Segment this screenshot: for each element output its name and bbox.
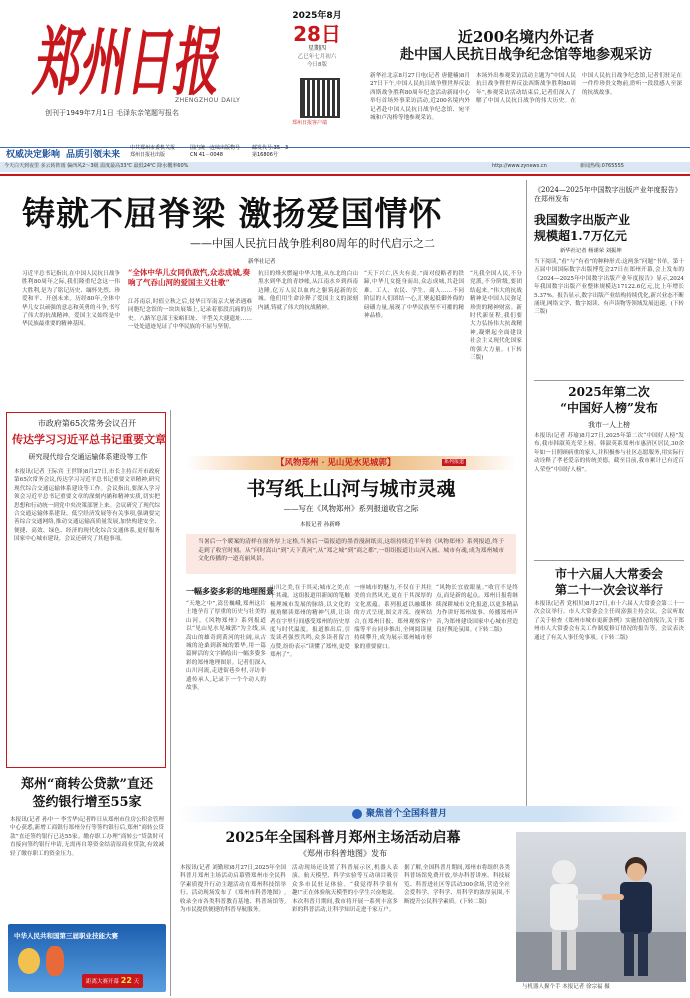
qr-caption: 郑州日报客户端: [292, 120, 328, 126]
ad-countdown-label: 距离大赛开幕: [86, 979, 120, 985]
bottom-headline[interactable]: 2025年全国科普月郑州主场活动启幕: [225, 830, 461, 846]
left-title-b2[interactable]: 签约银行增至55家: [32, 795, 142, 810]
right-divider-2: [534, 560, 684, 561]
left-kicker: 市政府第65次常务会议召开: [37, 419, 137, 428]
feature-col-2: 山川之美,在于其灵;城市之美,在于其魂。这组报道用新闻的笔触梳理城市发展的脉络,以文化的视角解读郑州的精神气质,让读者在字里行间感受郑州的历史厚度与时代温度。报道推出后,引发读者强烈共鸣,众多读者留言点赞,纷纷表示“读懂了郑州,更爱郑州了”。: [270, 585, 350, 659]
left-title-1[interactable]: 传达学习习近平总书记重要文章: [12, 433, 166, 446]
top-story-title-2[interactable]: 赴中国人民抗日战争纪念馆等地参观采访: [400, 46, 652, 63]
newspaper-logo[interactable]: [30, 10, 220, 102]
postal-code: 邮发代号:35－3: [252, 145, 289, 151]
bottom-tag: 聚焦首个全国科普月: [366, 809, 448, 819]
photo-scene-icon: [516, 832, 686, 982]
weather-text: 今天白天到夜里 多云转阵雨 偏西风2～3级 温度最高33℃ 最低24℃ 降水概率60%: [4, 163, 189, 169]
right-story-2-sub: 我市一人上榜: [588, 421, 630, 429]
feature-tag-sub: 系列报道: [444, 459, 465, 465]
left-body: 本报讯(记者 王际宾 王世锋)8月27日,市长主持召开市政府第65次常务会议,传达学习习近平总书记重要文章精神,研究现代综合交通运输体系建设等工作。会议指出,要深入学习领会习近平总书记重要文章的深刻内涵和精神实质,切实把思想和行动统一到党中央决策部署上来。会议研究了现代综合交通运输体系建设、低空经济发展等有关事项,强调要完善综合交通网络,推动交通运输高质量发展,加快构建安全、便捷、高效、绿色、经济的现代化综合交通体系,更好服务国家中心城市建设。会议还研究了其他事项。: [14, 469, 160, 543]
right-story-2-title-2[interactable]: “中国好人榜”发布: [560, 401, 658, 415]
news-hotline: 新闻热线:0765555: [580, 163, 624, 169]
ad-mascot-icon: [18, 948, 40, 974]
feature-col-3: 一座城市的魅力,不仅在于其壮美的自然风光,更在于其深厚的文化底蕴。系列报道以融媒体的方式呈现,图文并茂、视听结合,在郑州日报、郑州观察客户端等平台同步推出,全网阅读量持续攀升,成为展示郑州城市形象的重要窗口。: [354, 585, 432, 650]
org-2: 郑州日报社出版: [130, 152, 166, 158]
top-story-body: 本场外出参观采访活动主题为“中国人民抗日战争暨世界反法西斯战争胜利80周年”,参观采访活动结束后,记者们深入了解了中国人民抗日战争的伟大历史。在中国人民抗日战争纪念馆,记者们驻足在一件件珍贵文物前,聆听一段段感人至深的抗战故事。: [476, 73, 682, 105]
weather-strip: [0, 162, 690, 172]
ad-figure-icon: [46, 946, 64, 976]
main-subhead: ——中国人民抗日战争胜利80周年的时代启示之二: [190, 237, 435, 250]
issn-label: 国内统一连续出版物号: [190, 145, 241, 151]
org-1: 中共郑州市委机关报: [130, 145, 176, 151]
right-story-1-title-2[interactable]: 规模超1.7万亿元: [534, 229, 627, 243]
website-link[interactable]: http://www.zynews.cn: [492, 163, 547, 169]
right-story-1-body: 当下阅读,“看”与“有看”的种种形式:这两条“问题”书单。第十五届中国国际数字出版博览会27日在郑州开幕,会上发布的《2024—2025年中国数字出版产业年度报告》显示,2024年我国数字出版产业整体规模达17122.6亿元,比上年增长5.37%。报告显示,数字出版产业结构持续优化,新兴业态不断涌现,网络文学、数字阅读、有声读物等领域发展迅速。(下转三版): [534, 259, 684, 316]
feature-col-4: “风物长宜放眼量。”收官不是终点,而是新的起点。郑州日报将继续深耕城市文化报道,以更多精品力作讲好郑州故事、传播郑州声音,为郑州建设国家中心城市营造良好舆论氛围。(下转二版): [436, 585, 518, 633]
founding-note: 创刊于1949年7月1日 毛泽东亲笔题写报名: [45, 109, 179, 117]
bottom-subhead: 《郑州市科普地图》发布: [299, 849, 387, 858]
robot-handshake-photo[interactable]: [516, 832, 686, 982]
cn-number: CN 41－0048: [190, 152, 223, 158]
main-quote: “全体中华儿女同仇敌忾,众志成城,奏响了气吞山河的爱国主义壮歌”: [128, 268, 251, 288]
right-story-1-title-1[interactable]: 我国数字出版产业: [534, 213, 631, 227]
top-story-lead: 新华社北京8月27日电(记者 唐健楠)8月27日下午,中国人民抗日战争暨世界反法西斯战争胜利80周年纪念活动新闻中心举行首场外事采访活动,近200名境内外记者赴中国人民抗日战争纪念馆、宛平城和卢沟桥等地参观采访。: [370, 73, 470, 121]
slogan-2: 品质引领未来: [66, 150, 121, 160]
date-block: [278, 10, 356, 70]
main-col-3: 抗日的烽火燃遍中华大地,从东北的白山黑水到华北的青纱帐,从江南水乡到西南边陲,亿万人民以血肉之躯筑起新的长城。他们用生命诠释了爱国主义的深刻内涵,铸就了伟大的抗战精神。: [258, 271, 358, 311]
ad-countdown-days: 22: [120, 976, 132, 985]
main-byline: 新华社记者: [248, 259, 276, 265]
masthead-rule: [0, 174, 690, 176]
lunar-date: 乙巳年七月初六: [297, 53, 337, 60]
page-count: 今日8版: [307, 61, 327, 68]
main-col-2: 江苏南京,时值立秋之后,侵华日军南京大屠杀遇难同胞纪念馆的一块块展墙上,记录着那段沉痛的历史。八路军总部王家峪旧址、平型关大捷遗址……一处处遗迹见证了中华民族的不屈与坚韧。: [128, 299, 252, 331]
main-col-4: “天下兴亡,匹夫有责。”面对侵略者的铁蹄,中华儿女挺身而出,众志成城,共赴国难。工人、农民、学生、商人……不同阶层的人们团结一心,汇聚起抵御外侮的磅礴力量,展现了中华民族坚不可摧的精神品格。: [364, 271, 464, 319]
feature-headline[interactable]: 书写纸上山河与城市灵魂: [246, 478, 456, 500]
feature-subhead: ——写在《风物郑州》系列报道收官之际: [283, 504, 419, 513]
right-story-2-body: 本报讯(记者 苏瑜)8月27日,2025年第二次“中国好人榜”发布,我市韩淑英光荣上榜。韩淑英系郑州市惠济区居民,30余年如一日照顾病重的家人,并积极参与社区志愿服务,用实际行动诠释了孝老爱亲的传统美德。截至目前,我市累计已有近百人荣登“中国好人榜”。: [534, 433, 684, 473]
bottom-tag-icon: [352, 809, 362, 819]
feature-section-title: 一幅多姿多彩的地理图景: [186, 586, 274, 596]
feature-intro-box: [186, 534, 516, 574]
right-story-1-byline: 新华社记者 杨谨荣 刘振坤: [560, 248, 622, 254]
bottom-col-2: 活动现场还设置了科普展示区,机器人表演、航天模型、科学实验等互动项目吸引众多市民驻足体验。“我觉得科学很有趣!”正在体验航天模型的小学生兴奋地说。本次科普月期间,我市将开展一系列丰富多彩的科普活动,让科学知识走进千家万户。: [292, 865, 398, 913]
left-body-b: 本报讯(记者 孙中一 李雪华)记者昨日从郑州市住房公积金管理中心获悉,新增工商银行郑州分行等签约银行后,郑州“商转公贷款”直还签约银行已达55家。缴存职工办理“商转公”贷款时可直接向签约银行申请,无需再自筹资金结清原商业贷款,有效减轻了缴存职工的资金压力。: [10, 817, 164, 857]
main-headline[interactable]: 铸就不屈脊梁 激扬爱国情怀: [22, 194, 443, 233]
ad-title: 中华人民共和国第三届职业技能大赛: [14, 932, 118, 940]
svg-text:郑州日报: 郑州日报: [31, 20, 220, 102]
slogan-bar: [0, 147, 690, 160]
right-story-3-body: 本报讯(记者 党相贝)8月27日,市十六届人大常委会第二十一次会议举行。市人大常委会主任周富强主持会议。会议听取了关于检查《郑州市城市更新条例》实施情况的报告,关于郑州市人大常委会有关工作制度修订情况的报告等。会议表决通过了有关人事任免事项。(下转二版): [534, 601, 684, 641]
right-story-1-kicker: 《2024—2025年中国数字出版产业年度报告》在郑州发布: [534, 186, 682, 204]
bottom-tag-bar: [178, 806, 684, 822]
bottom-col-1: 本报讯(记者 刘勤琼)8月27日,2025年全国科普月郑州主场活动启幕暨郑州市全民科学素质提升行动主题活动在郑州科技馆举行。活动现场发布了《郑州市科普地图》,收录全市各类科普教育基地、科普场馆等,为市民提供便捷的科普导航服务。: [180, 865, 286, 913]
feature-tag: 【风物郑州 · 见山见水见城郭】: [276, 458, 396, 468]
main-col-1: 习近平总书记指出,在中国人民抗日战争胜利80周年之际,我们隆重纪念这一伟大胜利,是为了铭记历史、缅怀先烈、珍爱和平、开创未来。历经80年,全体中华儿女以顽强的意志和英勇的斗争,书写了伟大的抗战精神。爱国主义始终是中华民族最重要的精神基因。: [22, 271, 120, 328]
slogan-1: 权威决定影响: [6, 150, 61, 160]
left-title-b1[interactable]: 郑州“商转公贷款”直还: [21, 777, 153, 792]
year-month: 2025年8月: [292, 11, 342, 21]
top-story-title-1[interactable]: 近200名境内外记者: [457, 28, 595, 46]
serial-number: 第16806号: [252, 152, 278, 158]
skills-contest-ad[interactable]: [8, 924, 166, 992]
day: 28日: [293, 22, 341, 47]
right-story-3-title-2[interactable]: 第二十一次会议举行: [554, 583, 663, 597]
logo-pinyin: ZHENGZHOU DAILY: [175, 97, 241, 104]
feature-intro: 当暑后一个暖案的清样在窗外厚上定格,当暑后一篇报道的墨香漫洞纸页,这组持续近半年的《风物郑州》系列报道,终于走到了收官时刻。从“问时嵩山”到“天下黄河”,从“郑之城”到“商之都”,一组组报道让山河入画、城市有魂,成为郑州城市文化传播的一道亮丽风景。: [198, 539, 504, 563]
ad-countdown: [82, 974, 143, 988]
logo-calligraphy-icon: [30, 10, 220, 102]
photo-caption: 与机器人握个手 本报记者 徐宗福 摄: [522, 984, 610, 990]
feature-col-1: “天地之中”,嵩岳巍峨,郑州这片土地孕育了厚重的历史与壮美的山河。《风物郑州》系列报道以“见山见水见城郭”为主线,从嵩山的雄奇到黄河的壮阔,从古城的沧桑到新城的繁华,用一篇篇鲜活的文字描绘出一幅多姿多彩的郑州地理图景。记者们深入山川河流,走进街巷乡村,寻访非遗传承人,记录下一个个动人的故事。: [186, 601, 266, 691]
top-story: [370, 28, 682, 148]
left-title-2: 研究现代综合交通运输体系建设等工作: [28, 453, 148, 461]
weekday: 星期四: [307, 45, 326, 53]
bottom-col-3: 据了解,全国科普月期间,郑州市将组织各类科普场馆免费开放,举办科普讲座、科技展览、科普进社区等活动300余场,营造全社会爱科学、学科学、用科学的浓厚氛围,不断提升公民科学素质。(下转二版): [404, 865, 510, 905]
right-story-3-title-1[interactable]: 市十六届人大常委会: [554, 567, 663, 581]
qr-code[interactable]: [300, 78, 340, 118]
right-divider-1: [534, 380, 684, 381]
ad-countdown-unit: 天: [133, 979, 140, 985]
feature-byline: 本报记者 孙新峰: [300, 522, 341, 528]
feature-tag-bar: [186, 456, 516, 470]
col-divider: [526, 180, 527, 810]
right-story-2-title-1[interactable]: 2025年第二次: [568, 385, 650, 399]
main-col-5: “凡我全国人民,不分党派,不分阶级,要团结起来。”伟大的抗战精神是中国人民弥足珍贵的精神财富。新时代新征程,我们要大力弘扬伟大抗战精神,凝聚起全面建设社会主义现代化国家的强大力量。(下转三版): [470, 271, 522, 361]
left-divider: [170, 410, 171, 996]
